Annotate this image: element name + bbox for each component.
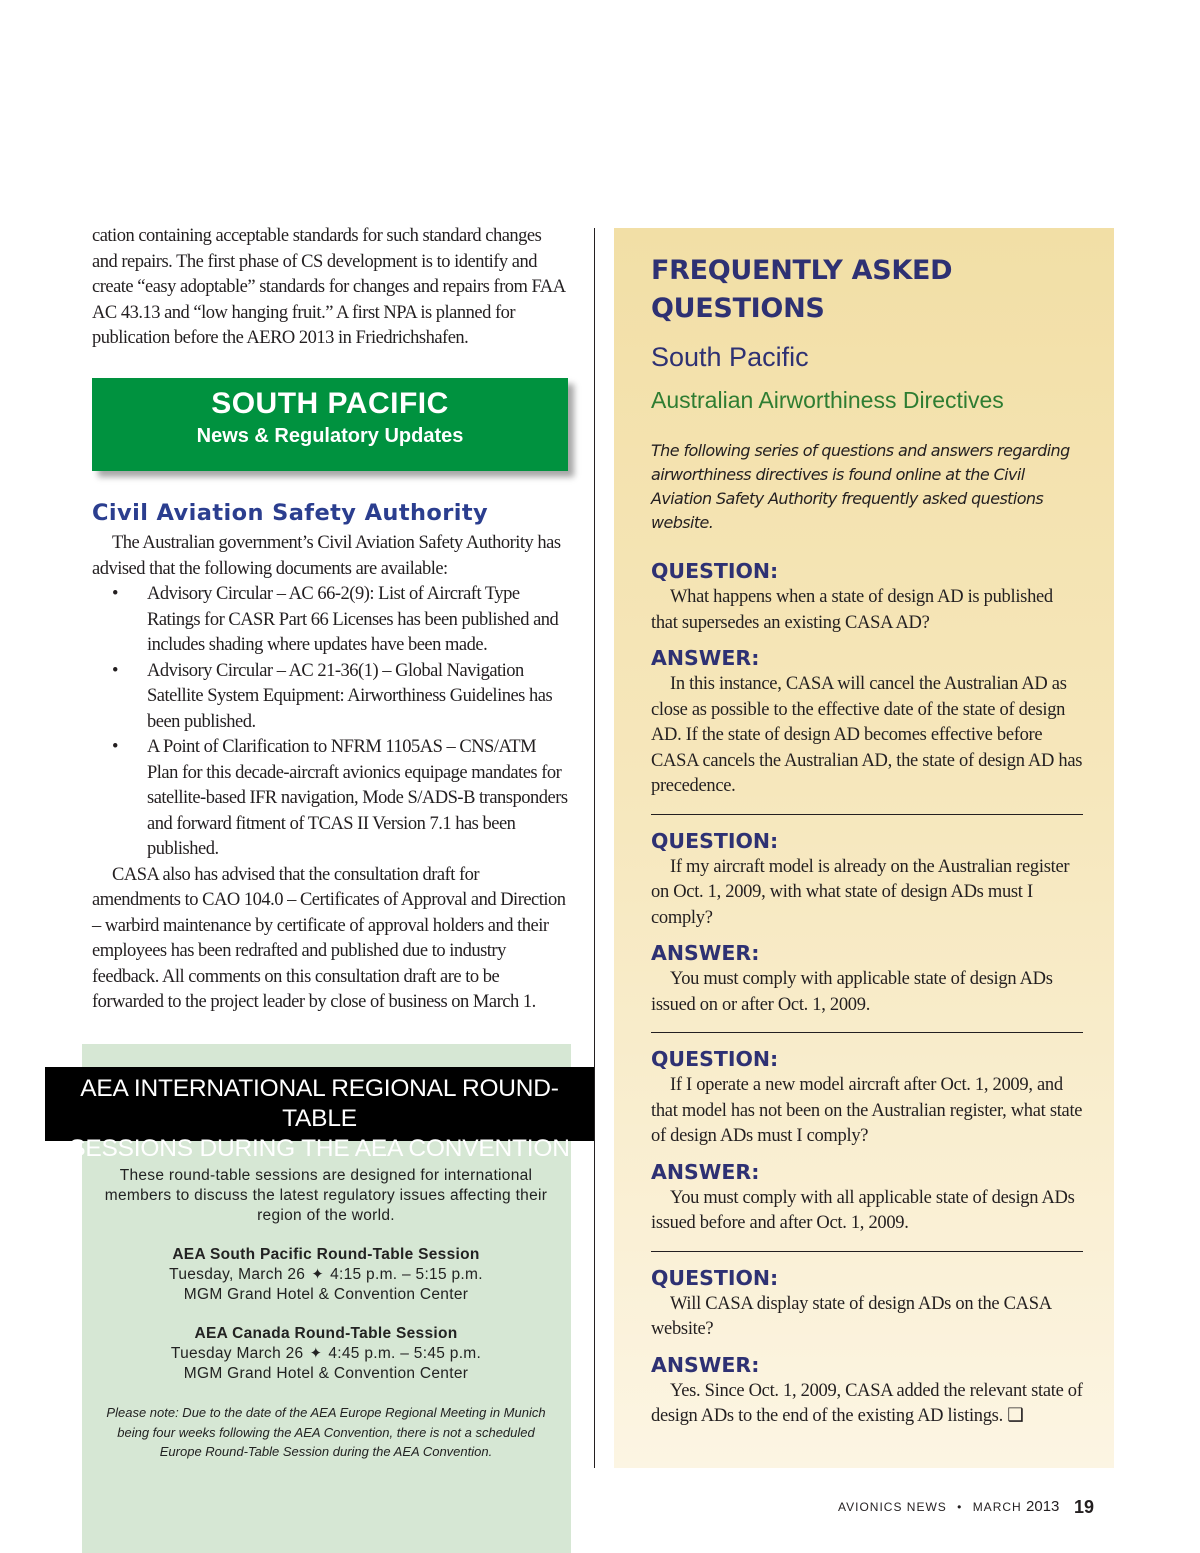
round-table-content — [96, 1166, 556, 1462]
round-table-banner — [45, 1067, 594, 1162]
round-table-intro: These round-table sessions are designed for international members to discuss the latest regulatory issues affecting their region of the world. — [104, 1167, 548, 1224]
faq-divider — [651, 1251, 1083, 1252]
footer-year: 2013 — [1026, 1498, 1060, 1515]
south-pacific-banner — [92, 378, 568, 471]
answer-label: ANSWER: — [651, 1352, 760, 1377]
list-item — [92, 659, 570, 736]
faq-divider — [651, 1032, 1083, 1033]
answer-text: Yes. Since Oct. 1, 2009, CASA added the relevant state of design ADs to the end of the existing AD listings. ❑ — [651, 1380, 1083, 1426]
footer-bullet: • — [957, 1500, 963, 1514]
bullet-marker: • — [112, 584, 118, 604]
casa-heading: Civil Aviation Safety Authority — [92, 500, 489, 526]
session-time: 4:15 p.m. – 5:15 p.m. — [330, 1266, 483, 1283]
answer-text: You must comply with applicable state of design ADs issued on or after Oct. 1, 2009. — [651, 969, 1053, 1015]
bullet-marker: • — [112, 660, 118, 681]
round-table-note: Please note: Due to the date of the AEA Europe Regional Meeting in Munich being four weeks following the AEA Convention, there is not a scheduled Europe Round-Table Session during the AEA Convention. — [106, 1405, 546, 1459]
intro-paragraph: cation containing acceptable standards for such standard changes and repairs. The first phase of CS development is to identify and create “easy adoptable” standards for changes and repairs from FAA AC 43.13 and “low hanging fruit.” A first NPA is planned for publication before the AERO 2013 in Friedrichshafen. — [92, 226, 565, 348]
south-pacific-banner-subtitle: News & Regulatory Updates — [196, 425, 464, 447]
answer-label: ANSWER: — [651, 646, 760, 670]
page-footer — [838, 1498, 1059, 1515]
faq-item — [651, 1045, 1083, 1237]
faq-subtitle: Australian Airworthiness Directives — [651, 387, 1004, 413]
answer-text: You must comply with all applicable state of design ADs issued before and after Oct. 1, 2009. — [651, 1187, 1075, 1233]
round-table-banner-line2: SESSIONS DURING THE AEA CONVENTION — [69, 1135, 570, 1162]
session-block — [96, 1245, 556, 1305]
list-item-text: Advisory Circular – AC 21-36(1) – Global Navigation Satellite System Equipment: Airworthiness Guidelines has been published. — [147, 660, 553, 732]
session-datetime — [96, 1265, 556, 1285]
round-table-banner-line1: AEA INTERNATIONAL REGIONAL ROUND-TABLE — [80, 1075, 559, 1132]
question-label: QUESTION: — [651, 1265, 779, 1290]
question-text: Will CASA display state of design ADs on the CASA website? — [651, 1293, 1051, 1339]
column-divider — [594, 228, 595, 1468]
faq-title-line2: QUESTIONS — [651, 293, 825, 324]
star-separator-icon: ✦ — [309, 1345, 323, 1362]
faq-sidebar — [614, 228, 1114, 1468]
answer-label: ANSWER: — [651, 1159, 760, 1184]
faq-item — [651, 557, 1083, 800]
session-location: MGM Grand Hotel & Convention Center — [183, 1286, 469, 1303]
session-location: MGM Grand Hotel & Convention Center — [183, 1365, 469, 1382]
list-item-text: A Point of Clarification to NFRM 1105AS – CNS/ATM Plan for this decade-aircraft avionics equipage mandates for satellite-based IFR navigation, Mode S/ADS-B transponders and forward fitment of TCAS II Version 7.1 has been published. — [147, 737, 568, 859]
faq-divider — [651, 814, 1083, 815]
casa-closing: CASA also has advised that the consultation draft for amendments to CAO 104.0 – Certificates of Approval and Direction – warbird maintenance by certificate of approval holders and their employees has been redrafted and published due to industry feedback. All comments on this consultation draft are to be forwarded to the project leader by close of business on March 1. — [92, 864, 566, 1012]
faq-title-line1: FREQUENTLY ASKED — [651, 255, 953, 286]
question-label: QUESTION: — [651, 1047, 779, 1071]
session-date: Tuesday, March 26 — [169, 1266, 306, 1283]
list-item — [92, 582, 570, 659]
south-pacific-banner-title: SOUTH PACIFIC — [211, 387, 449, 420]
answer-text: In this instance, CASA will cancel the Australian AD as close as possible to the effective date of the state of design AD. If the state of design AD becomes effective before CASA cancels the Australian AD, the state of design AD has precedence. — [651, 674, 1083, 796]
bullet-marker: • — [112, 737, 118, 757]
session-title: AEA South Pacific Round-Table Session — [172, 1246, 480, 1263]
question-text: What happens when a state of design AD is published that supersedes an existing CASA AD? — [651, 587, 1053, 633]
faq-item — [651, 827, 1083, 1019]
list-item — [92, 735, 570, 863]
question-text: If I operate a new model aircraft after Oct. 1, 2009, and that model has not been on the Australian register, what state of design ADs must I comply? — [651, 1075, 1083, 1146]
question-label: QUESTION: — [651, 828, 779, 853]
question-text: If my aircraft model is already on the Australian register on Oct. 1, 2009, with what state of design ADs must I comply? — [651, 856, 1070, 928]
page-number: 19 — [1074, 1497, 1095, 1517]
session-date: Tuesday March 26 — [170, 1345, 304, 1362]
star-separator-icon: ✦ — [311, 1266, 325, 1283]
session-block — [96, 1324, 556, 1384]
list-item-text: Advisory Circular – AC 66-2(9): List of Aircraft Type Ratings for CASR Part 66 Licenses has been published and includes shading where updates have been made. — [147, 584, 559, 655]
question-label: QUESTION: — [651, 559, 779, 583]
faq-region: South Pacific — [651, 342, 809, 372]
session-time: 4:45 p.m. – 5:45 p.m. — [328, 1345, 482, 1362]
footer-month: MARCH — [972, 1500, 1022, 1514]
casa-lead: The Australian government’s Civil Aviation Safety Authority has advised that the following documents are available: — [92, 533, 561, 579]
session-datetime — [96, 1344, 556, 1364]
faq-title — [651, 252, 1083, 328]
faq-item — [651, 1264, 1083, 1430]
faq-intro: The following series of questions and answers regarding airworthiness directives is found online at the Civil Aviation Safety Authority frequently asked questions website. — [651, 441, 1070, 532]
casa-bullet-list — [92, 582, 570, 863]
publication-name: AVIONICS NEWS — [838, 1500, 947, 1514]
session-title: AEA Canada Round-Table Session — [194, 1325, 458, 1342]
casa-article — [92, 531, 570, 1016]
answer-label: ANSWER: — [651, 941, 760, 965]
